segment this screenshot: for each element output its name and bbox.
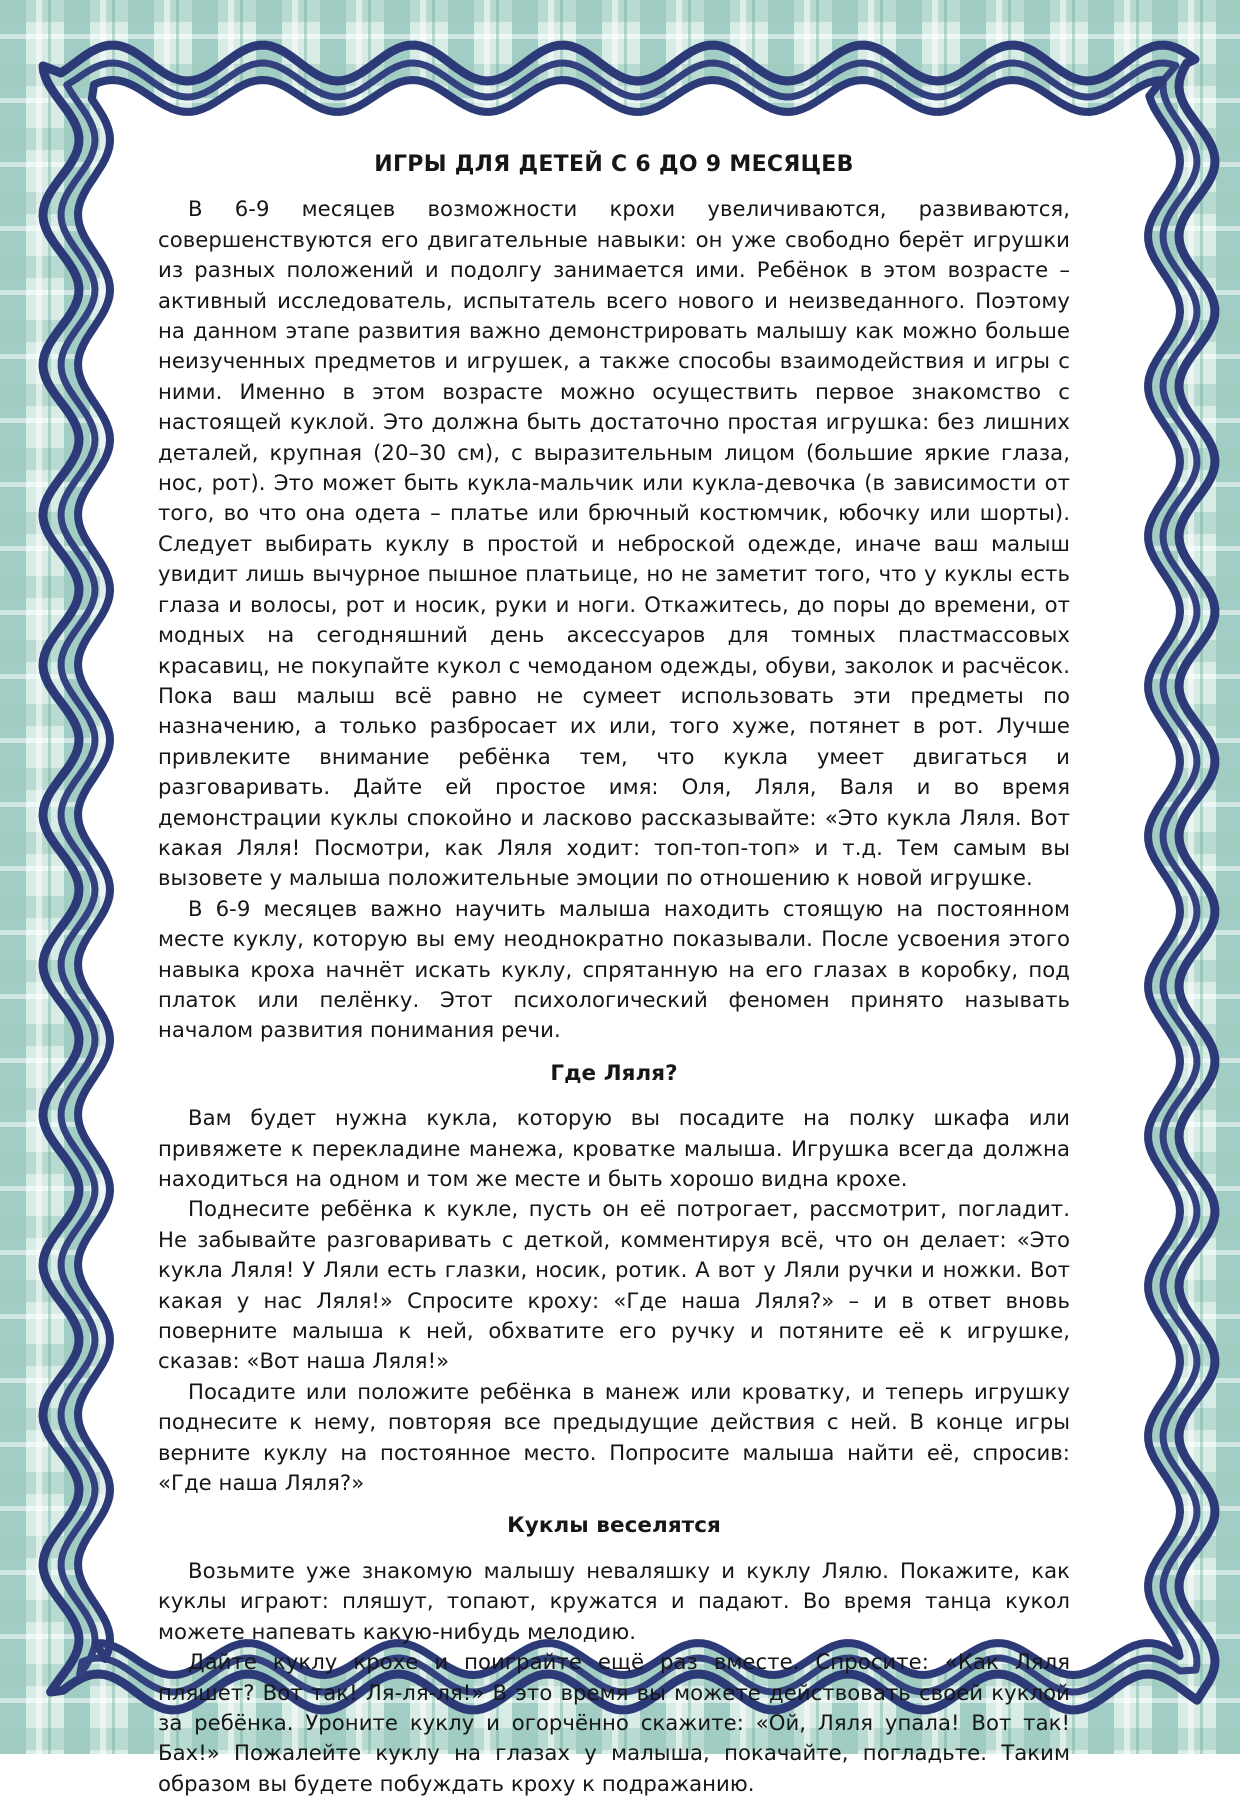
section-heading-where-is-lyalya: Где Ляля? bbox=[550, 1060, 678, 1086]
section-heading-dolls-having-fun: Куклы веселятся bbox=[507, 1513, 721, 1539]
section1-paragraph-3: Посадите или положите ребёнка в манеж или кроватку, и теперь игрушку поднесите к нему, повторяя все предыдущие действия с ней. В конце игры верните куклу на постоянное место. Попросите малыша найти её, спросив: «Где наша Ляля?» bbox=[158, 1378, 1070, 1496]
intro-paragraph-2: В 6-9 месяцев важно научить малыша находить стоящую на постоянном месте куклу, которую вы ему неоднократно показывали. После усвоения этого навыка кроха начнёт искать куклу, спрятанную на его глазах в коробку, под платок или пелёнку. Этот психологический феномен принято называть началом развития понимания речи. bbox=[158, 895, 1070, 1043]
intro-paragraph-1: В 6-9 месяцев возможности крохи увеличиваются, развиваются, совершенствуются его двигательные навыки: он уже свободно берёт игрушки из разных положений и подолгу занимается ими. Ребёнок в этом возрасте – активный исследователь, испытатель всего нового и неизведанного. Поэтому на данном этапе развития важно демонстрировать малышу как можно больше неизученных предметов и игрушек, а также способы взаимодействия и игры с ними. Именно в этом возрасте можно осуществить первое знакомство с настоящей куклой. Это должна быть достаточно простая игрушка: без лишних деталей, крупная (20–30 см), с выразительным лицом (большие яркие глаза, нос, рот). Это может быть кукла-мальчик или кукла-девочка (в зависимости от того, во что она одета – платье или брючный костюмчик, юбочку или шорты). Следует выбирать куклу в простой и неброской одежде, иначе ваш малыш увидит лишь вычурное пышное платьице, но не заметит того, что у куклы есть глаза и волосы, рот и носик, руки и ноги. Откажитесь, до поры до времени, от модных на сегодняшний день аксессуаров для томных пластмассовых красавиц, не покупайте кукол с чемоданом одежды, обуви, заколок и расчёсок. Пока ваш малыш всё равно не сумеет использовать эти предметы по назначению, а только разбросает их или, того хуже, потянет в рот. Лучше привлеките внимание ребёнка тем, что кукла умеет двигаться и разговаривать. Дайте ей простое имя: Оля, Ляля, Валя и во время демонстрации куклы спокойно и ласково рассказывайте: «Это кукла Ляля. Вот какая Ляля! Посмотри, как Ляля ходит: топ-топ-топ» и т.д. Тем самым вы вызовете у малыша положительные эмоции по отношению к новой игрушке. bbox=[158, 196, 1070, 891]
article bbox=[158, 150, 1070, 1799]
section1-paragraph-2: Поднесите ребёнка к кукле, пусть он её потрогает, рассмотрит, погладит. Не забывайте разговаривать с деткой, комментируя всё, что он делает: «Это кукла Ляля! У Ляли есть глазки, носик, ротик. А вот у Ляли ручки и ножки. Вот какая у нас Ляля!» Спросите кроху: «Где наша Ляля?» – и в ответ вновь поверните малыша к ней, обхватите его ручку и потяните её к игрушке, сказав: «Вот наша Ляля!» bbox=[158, 1196, 1070, 1374]
section1-paragraph-1: Вам будет нужна кукла, которую вы посадите на полку шкафа или привяжете к перекладине манежа, кроватке малыша. Игрушка всегда должна находиться на одном и том же месте и быть хорошо видна крохе. bbox=[158, 1105, 1070, 1191]
section2-paragraph-1: Возьмите уже знакомую малышу неваляшку и куклу Лялю. Покажите, как куклы играют: пляшут, топают, кружатся и падают. Во время танца кукол можете напевать какую-нибудь мелодию. bbox=[158, 1557, 1070, 1644]
section2-paragraph-2: Дайте куклу крохе и поиграйте ещё раз вместе. Спросите: «Как Ляля пляшет? Вот так! Ля-ля-ля!» В это время вы можете действовать своей куклой за ребёнка. Уроните куклу и огорчённо скажите: «Ой, Ляля упала! Вот так! Бах!» Пожалейте куклу на глазах у малыша, покачайте, погладьте. Таким образом вы будете побуждать кроху к подражанию. bbox=[158, 1649, 1070, 1796]
page-title: ИГРЫ ДЛЯ ДЕТЕЙ С 6 ДО 9 МЕСЯЦЕВ bbox=[374, 152, 854, 177]
